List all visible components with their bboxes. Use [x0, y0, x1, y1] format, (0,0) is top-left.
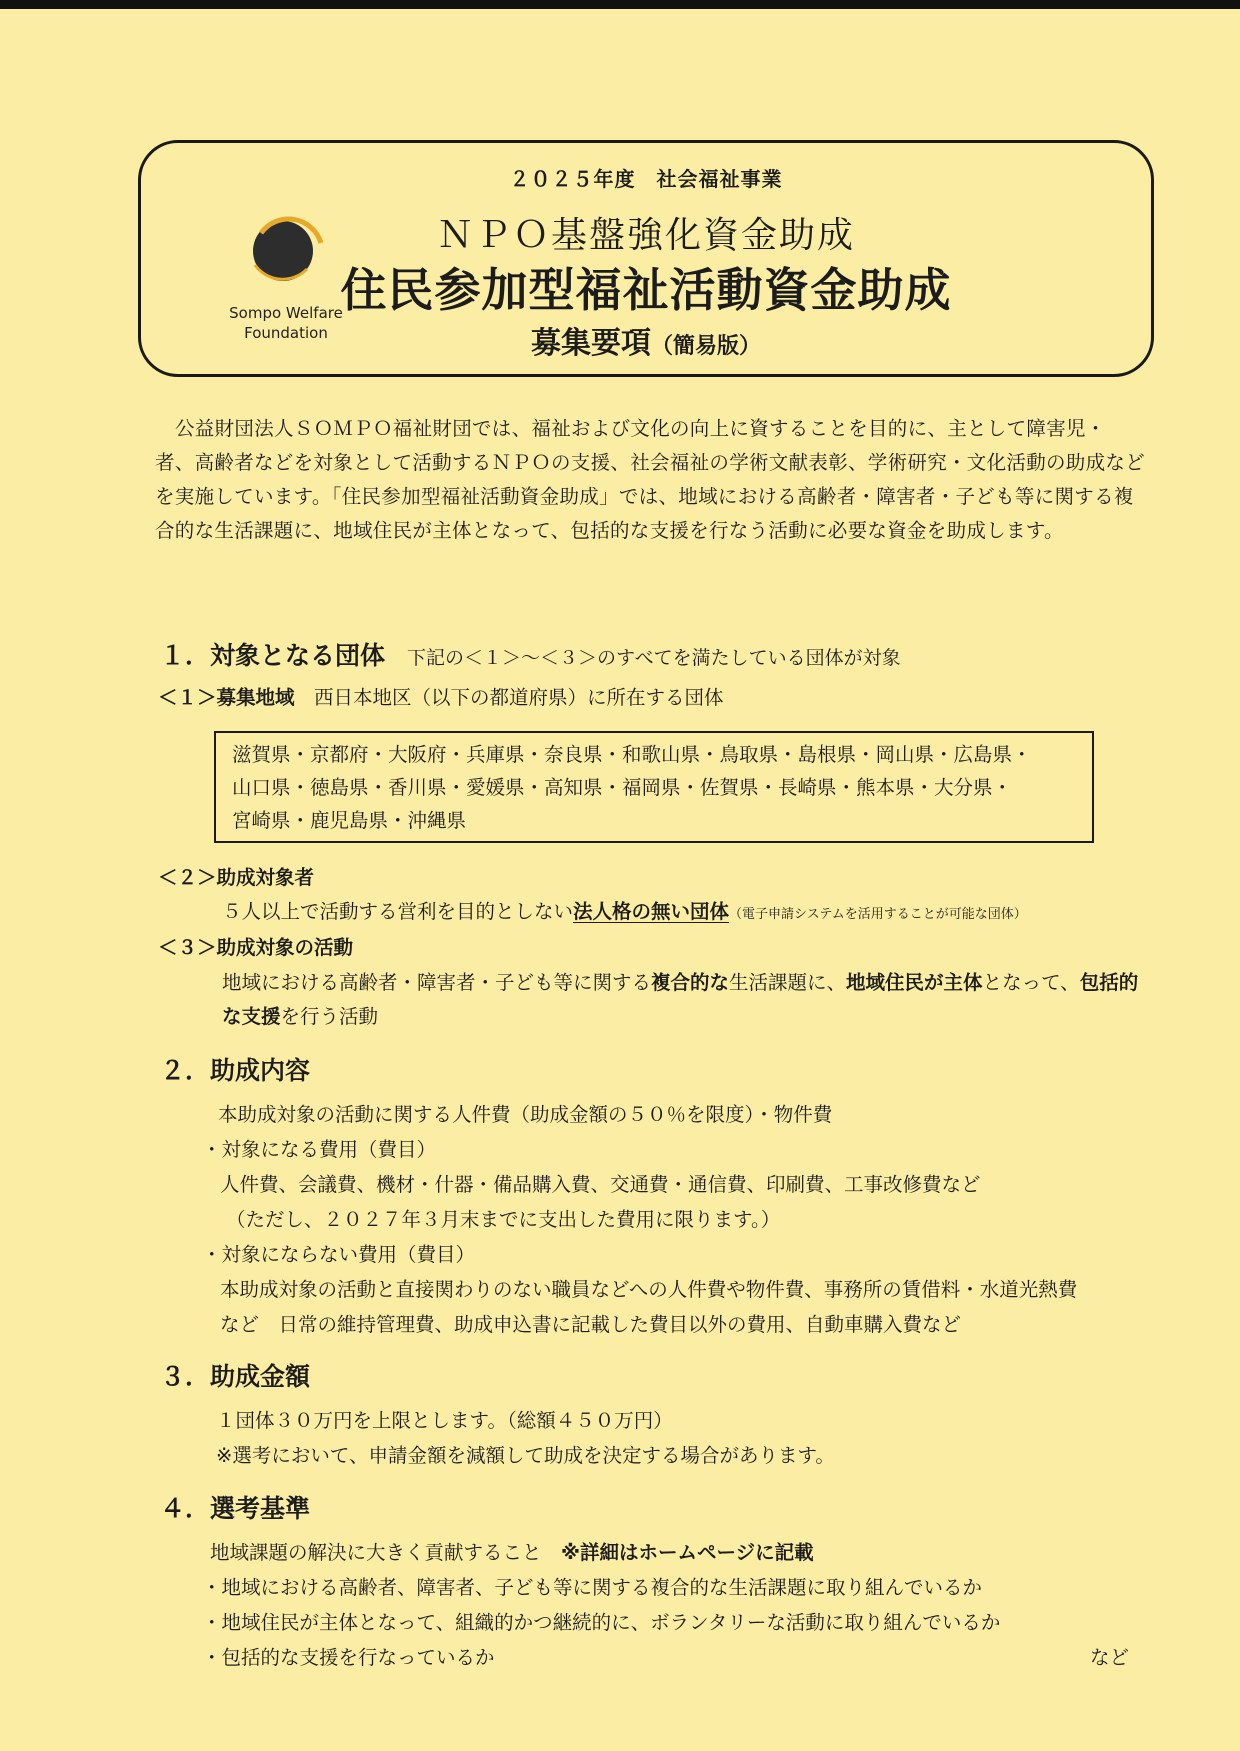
section1-item2-text [222, 895, 1027, 932]
item3-text-a: 地域における高齢者・障害者・子ども等に関する [222, 971, 652, 994]
item2-bold: 法人格の無い団体 [573, 900, 730, 923]
criteria-note: ※詳細はホームページに記載 [561, 1541, 814, 1564]
section2-line2: ・対象になる費用（費目） [202, 1138, 437, 1161]
item3-text-f: 包括的な支援 [222, 971, 1139, 1028]
page-title: 住民参加型福祉活動資金助成 [340, 263, 952, 317]
section2-line4: （ただし、２０２７年３月末までに支出した費用に限ります。） [226, 1208, 781, 1231]
logo-text-line1: Sompo Welfare [229, 304, 343, 322]
section1-heading [160, 636, 901, 672]
section1-item3-label: ＜３＞助成対象の活動 [158, 936, 354, 959]
prefecture-line: 滋賀県・京都府・大阪府・兵庫県・奈良県・和歌山県・鳥取県・島根県・岡山県・広島県・ [232, 743, 1032, 766]
header-program: ＮＰＯ基盤強化資金助成 [436, 215, 855, 256]
item3-text-e: となって、 [982, 971, 1080, 994]
prefecture-line: 宮崎県・鹿児島県・沖縄県 [232, 809, 467, 832]
section3-line1: １団体３０万円を上限とします。（総額４５０万円） [216, 1409, 673, 1432]
item3-text-c: 生活課題に、 [729, 971, 847, 994]
section2-line6: 本助成対象の活動と直接関わりのない職員などへの人件費や物件費、事務所の賃借料・水道光熱費 [220, 1278, 1078, 1301]
item3-text-b: 複合的な [651, 971, 730, 994]
section4-line2: ・地域における高齢者、障害者、子ども等に関する複合的な生活課題に取り組んでいるか [202, 1576, 983, 1599]
item2-pre: ５人以上で活動する営利を目的としない [222, 900, 574, 923]
section1-item3-text [222, 966, 1142, 1034]
section4-heading: ４．選考基準 [160, 1494, 311, 1523]
section4-line1 [210, 1536, 814, 1570]
section2-line1: 本助成対象の活動に関する人件費（助成金額の５０％を限度）・物件費 [218, 1103, 833, 1126]
logo-text-line2: Foundation [244, 324, 328, 342]
section2-line5: ・対象にならない費用（費目） [202, 1243, 476, 1266]
header-box [138, 140, 1154, 377]
item1-text: 西日本地区（以下の都道府県）に所在する団体 [314, 686, 724, 709]
intro-paragraph: 公益財団法人ＳＯＭＰＯ福祉財団では、福祉および文化の向上に資することを目的に、主として障害児・者、高齢者などを対象として活動するＮＰＯの支援、社会福祉の学術文献表彰、学術研究・文化活動の助成などを実施しています。「住民参加型福祉活動資金助成」では、地域における高齢者・障害者・子ども等に関する複合的な生活課題に、地域住民が主体となって、包括的な支援を行なう活動に必要な資金を助成します。 [155, 417, 1146, 542]
header-subtitle [141, 318, 1151, 362]
section4-line4-end: など [1090, 1646, 1130, 1669]
subtitle-small: （簡易版） [650, 334, 761, 359]
item3-text-d: 地域住民が主体 [846, 971, 983, 994]
section4-line3: ・地域住民が主体となって、組織的かつ継続的に、ボランタリーな活動に取り組んでいるか [202, 1611, 1001, 1634]
section1-note: 下記の＜１＞～＜３＞のすべてを満たしている団体が対象 [407, 647, 901, 669]
section1-item1 [158, 681, 724, 715]
section4-line4: ・包括的な支援を行なっているか [202, 1646, 495, 1669]
subtitle-main: 募集要項 [530, 326, 651, 361]
section3-line2: ※選考において、申請金額を減額して助成を決定する場合があります。 [216, 1444, 835, 1467]
section2-line7: など 日常の維持管理費、助成申込書に記載した費目以外の費用、自動車購入費など [220, 1313, 962, 1336]
scan-top-edge [0, 0, 1240, 9]
section2-line3: 人件費、会議費、機材・什器・備品購入費、交通費・通信費、印刷費、工事改修費など [220, 1173, 981, 1196]
section3-heading: ３．助成金額 [160, 1362, 311, 1391]
header-year: ２０２５年度 社会福祉事業 [509, 167, 783, 191]
prefecture-box [214, 731, 1094, 843]
section1-item2-label: ＜２＞助成対象者 [158, 866, 315, 889]
item2-small: （電子申請システムを活用することが可能な団体） [729, 907, 1027, 922]
prefecture-line: 山口県・徳島県・香川県・愛媛県・高知県・福岡県・佐賀県・長崎県・熊本県・大分県・ [232, 776, 1013, 799]
item1-label: ＜１＞募集地域 [158, 686, 295, 709]
section2-heading: ２．助成内容 [160, 1056, 311, 1085]
criteria-intro: 地域課題の解決に大きく貢献すること [210, 1541, 542, 1564]
item3-text-g: を行う活動 [280, 1005, 379, 1028]
section1-title: １．対象となる団体 [160, 641, 386, 670]
